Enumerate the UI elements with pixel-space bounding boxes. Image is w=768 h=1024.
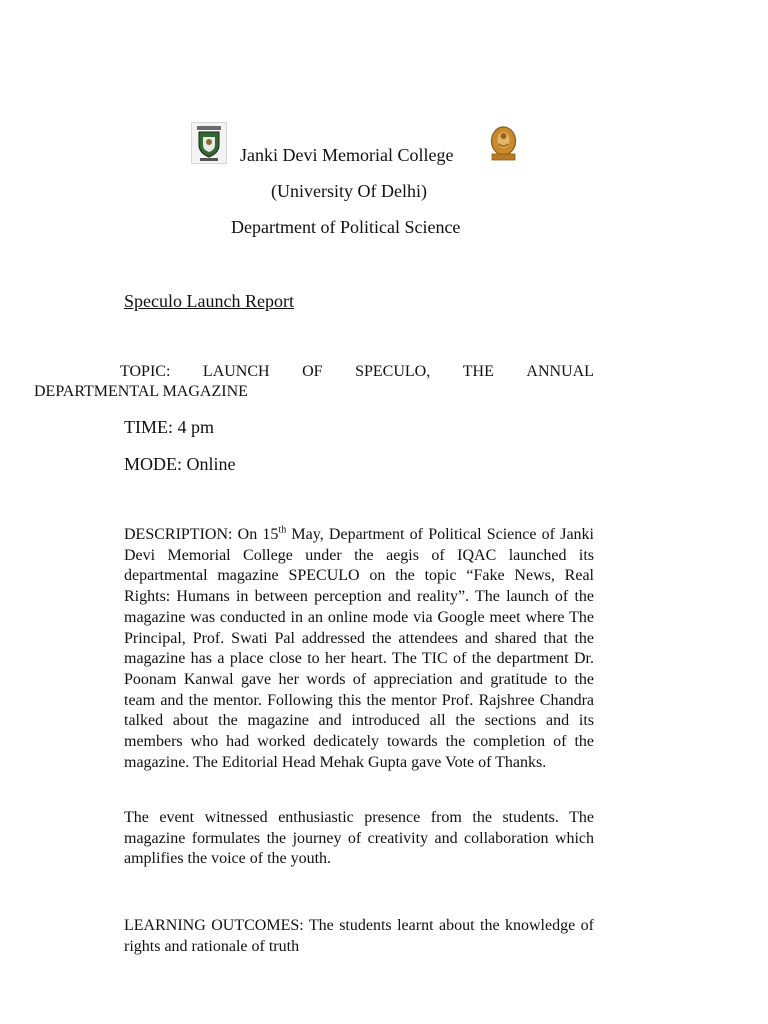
- description-paragraph: [124, 525, 594, 773]
- report-title: Speculo Launch Report: [124, 291, 294, 311]
- topic-word: THE: [462, 363, 494, 380]
- topic-word: OF: [302, 363, 323, 380]
- topic-word: TOPIC:: [120, 363, 171, 380]
- college-logo: [191, 122, 227, 164]
- topic-word: ANNUAL: [526, 363, 594, 380]
- department-name: Department of Political Science: [231, 217, 461, 237]
- university-emblem: [487, 123, 520, 163]
- university-name: (University Of Delhi): [271, 181, 427, 201]
- college-name: Janki Devi Memorial College: [240, 145, 454, 165]
- event-paragraph: The event witnessed enthusiastic presence from the students. The magazine formulates the journey of creativity and collaboration which amplifies the voice of the youth.: [124, 809, 594, 868]
- topic-word: SPECULO,: [355, 363, 431, 380]
- event-time: TIME: 4 pm: [124, 417, 214, 437]
- description-lead: DESCRIPTION: On 15: [124, 526, 279, 543]
- event-mode: MODE: Online: [124, 454, 236, 474]
- description-body: May, Department of Political Science of Janki Devi Memorial College under the aegis of IQAC launched its departmental magazine SPECULO on the topic “Fake News, Real Rights: Humans in between perception and reality”. The launch of the magazine was conducted in an online mode via Google meet where The Principal, Prof. Swati Pal addressed the attendees and shared that the magazine has a place close to her heart. The TIC of the department Dr. Poonam Kanwal gave her words of appreciation and gratitude to the team and the mentor. Following this the mentor Prof. Rajshree Chandra talked about the magazine and introduced all the sections and its members who had worked dedicately towards the completion of the magazine. The Editorial Head Mehak Gupta gave Vote of Thanks.: [124, 526, 594, 771]
- topic-line-2: DEPARTMENTAL MAGAZINE: [34, 383, 248, 400]
- description-superscript: th: [278, 524, 287, 536]
- learning-outcomes: LEARNING OUTCOMES: The students learnt about the knowledge of rights and rationale of truth: [124, 917, 594, 955]
- topic-word: LAUNCH: [202, 363, 270, 380]
- topic-line-1: [120, 362, 594, 382]
